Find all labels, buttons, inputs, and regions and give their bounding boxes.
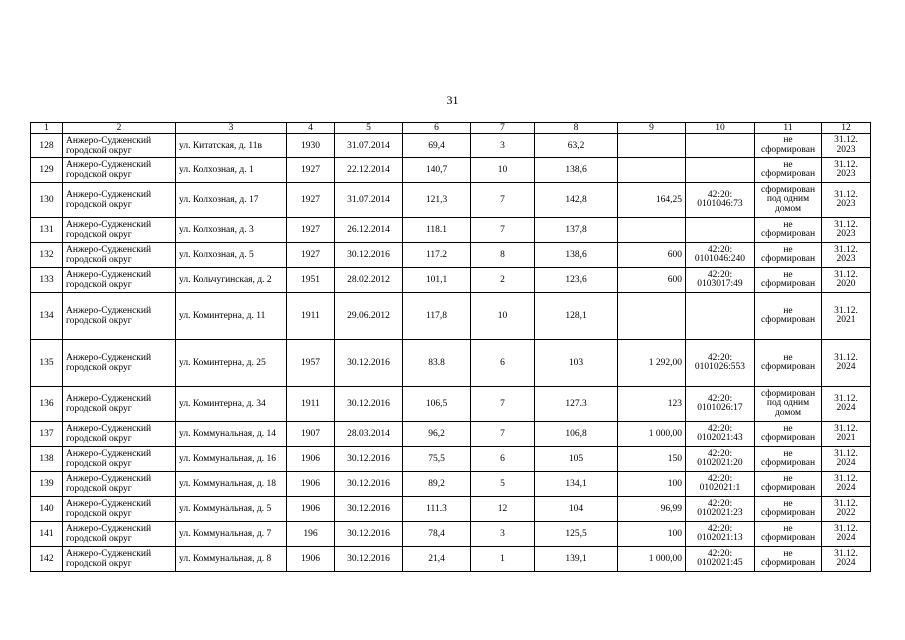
cadastral-number-cell: [686, 134, 755, 158]
municipality-cell: Анжеро-Судженский городской округ: [63, 268, 176, 293]
area2-cell: 125,5: [535, 522, 618, 547]
deadline-cell: 31.12. 2023: [822, 134, 871, 158]
deadline-cell: 31.12. 2024: [822, 522, 871, 547]
status-cell: не сформирован: [755, 268, 822, 293]
cadastral-number-cell: 42:20: 0102021:43: [686, 422, 755, 447]
value-cell: 1 292,00: [618, 340, 686, 387]
cadastral-number-cell: 42:20: 0102021:1: [686, 472, 755, 497]
row-number-cell: 129: [31, 158, 63, 183]
table-row: [31, 158, 871, 183]
address-cell: ул. Коммунальная, д. 18: [176, 472, 287, 497]
column-header: 7: [471, 123, 535, 134]
area2-cell: 106,8: [535, 422, 618, 447]
table-row: [31, 340, 871, 387]
table-row: [31, 183, 871, 218]
count-cell: 6: [471, 447, 535, 472]
value-cell: 600: [618, 243, 686, 268]
row-number-cell: 131: [31, 218, 63, 243]
cadastral-number-cell: [686, 293, 755, 340]
build-year-cell: 1907: [287, 422, 335, 447]
build-year-cell: 1906: [287, 447, 335, 472]
deadline-cell: 31.12. 2020: [822, 268, 871, 293]
table-row: [31, 243, 871, 268]
municipality-cell: Анжеро-Судженский городской округ: [63, 547, 176, 572]
area2-cell: 127.3: [535, 387, 618, 422]
date-cell: 30.12.2016: [335, 387, 403, 422]
area-cell: 140,7: [403, 158, 471, 183]
row-number-cell: 133: [31, 268, 63, 293]
table-row: [31, 447, 871, 472]
row-number-cell: 128: [31, 134, 63, 158]
count-cell: 7: [471, 183, 535, 218]
date-cell: 28.03.2014: [335, 422, 403, 447]
address-cell: ул. Колхозная, д. 3: [176, 218, 287, 243]
date-cell: 31.07.2014: [335, 134, 403, 158]
deadline-cell: 31.12. 2023: [822, 158, 871, 183]
row-number-cell: 142: [31, 547, 63, 572]
area-cell: 121,3: [403, 183, 471, 218]
value-cell: 150: [618, 447, 686, 472]
area2-cell: 134,1: [535, 472, 618, 497]
status-cell: не сформирован: [755, 158, 822, 183]
date-cell: 29.06.2012: [335, 293, 403, 340]
value-cell: 600: [618, 268, 686, 293]
table-body: [31, 134, 871, 572]
column-header: 10: [686, 123, 755, 134]
area-cell: 89,2: [403, 472, 471, 497]
area-cell: 78,4: [403, 522, 471, 547]
cadastral-number-cell: 42:20: 0102021:23: [686, 497, 755, 522]
cadastral-number-cell: [686, 158, 755, 183]
row-number-cell: 141: [31, 522, 63, 547]
row-number-cell: 138: [31, 447, 63, 472]
municipality-cell: Анжеро-Судженский городской округ: [63, 447, 176, 472]
status-cell: не сформирован: [755, 422, 822, 447]
area2-cell: 139,1: [535, 547, 618, 572]
value-cell: 100: [618, 472, 686, 497]
count-cell: 3: [471, 134, 535, 158]
municipality-cell: Анжеро-Судженский городской округ: [63, 472, 176, 497]
address-cell: ул. Колхозная, д. 5: [176, 243, 287, 268]
value-cell: [618, 293, 686, 340]
build-year-cell: 1927: [287, 183, 335, 218]
address-cell: ул. Кольчугинская, д. 2: [176, 268, 287, 293]
municipality-cell: Анжеро-Судженский городской округ: [63, 497, 176, 522]
municipality-cell: Анжеро-Судженский городской округ: [63, 134, 176, 158]
address-cell: ул. Коммунальная, д. 5: [176, 497, 287, 522]
cadastral-number-cell: 42:20: 0101046:73: [686, 183, 755, 218]
address-cell: ул. Колхозная, д. 1: [176, 158, 287, 183]
municipality-cell: Анжеро-Судженский городской округ: [63, 422, 176, 447]
municipality-cell: Анжеро-Судженский городской округ: [63, 522, 176, 547]
row-number-cell: 136: [31, 387, 63, 422]
date-cell: 30.12.2016: [335, 497, 403, 522]
value-cell: [618, 218, 686, 243]
table-row: [31, 218, 871, 243]
date-cell: 30.12.2016: [335, 243, 403, 268]
municipality-cell: Анжеро-Судженский городской округ: [63, 218, 176, 243]
row-number-cell: 134: [31, 293, 63, 340]
table-row: [31, 268, 871, 293]
area-cell: 106,5: [403, 387, 471, 422]
date-cell: 30.12.2016: [335, 522, 403, 547]
deadline-cell: 31.12. 2024: [822, 472, 871, 497]
cadastral-number-cell: 42:20: 0102021:45: [686, 547, 755, 572]
value-cell: 1 000,00: [618, 422, 686, 447]
row-number-cell: 135: [31, 340, 63, 387]
area2-cell: 138,6: [535, 243, 618, 268]
build-year-cell: 1911: [287, 387, 335, 422]
deadline-cell: 31.12. 2022: [822, 497, 871, 522]
address-cell: ул. Коминтерна, д. 34: [176, 387, 287, 422]
area2-cell: 123,6: [535, 268, 618, 293]
date-cell: 30.12.2016: [335, 547, 403, 572]
build-year-cell: 1951: [287, 268, 335, 293]
value-cell: 164,25: [618, 183, 686, 218]
build-year-cell: 1927: [287, 243, 335, 268]
area2-cell: 104: [535, 497, 618, 522]
status-cell: не сформирован: [755, 293, 822, 340]
cadastral-number-cell: 42:20: 0101026:17: [686, 387, 755, 422]
area-cell: 96,2: [403, 422, 471, 447]
table-row: [31, 422, 871, 447]
count-cell: 7: [471, 387, 535, 422]
build-year-cell: 1927: [287, 158, 335, 183]
status-cell: не сформирован: [755, 472, 822, 497]
address-cell: ул. Коммунальная, д. 7: [176, 522, 287, 547]
status-cell: не сформирован: [755, 243, 822, 268]
table-row: [31, 472, 871, 497]
table-row: [31, 522, 871, 547]
cadastral-number-cell: 42:20: 0101046:240: [686, 243, 755, 268]
build-year-cell: 1906: [287, 472, 335, 497]
municipality-cell: Анжеро-Судженский городской округ: [63, 293, 176, 340]
column-header: 12: [822, 123, 871, 134]
deadline-cell: 31.12. 2024: [822, 447, 871, 472]
status-cell: сформирован под одним домом: [755, 183, 822, 218]
build-year-cell: 1927: [287, 218, 335, 243]
date-cell: 30.12.2016: [335, 447, 403, 472]
status-cell: не сформирован: [755, 522, 822, 547]
count-cell: 10: [471, 293, 535, 340]
address-cell: ул. Коминтерна, д. 25: [176, 340, 287, 387]
date-cell: 31.07.2014: [335, 183, 403, 218]
column-header: 1: [31, 123, 63, 134]
build-year-cell: 196: [287, 522, 335, 547]
value-cell: 1 000,00: [618, 547, 686, 572]
area-cell: 21,4: [403, 547, 471, 572]
cadastral-number-cell: [686, 218, 755, 243]
table-row: [31, 387, 871, 422]
area2-cell: 103: [535, 340, 618, 387]
area2-cell: 138,6: [535, 158, 618, 183]
build-year-cell: 1930: [287, 134, 335, 158]
date-cell: 26.12.2014: [335, 218, 403, 243]
build-year-cell: 1906: [287, 547, 335, 572]
municipality-cell: Анжеро-Судженский городской округ: [63, 387, 176, 422]
value-cell: [618, 158, 686, 183]
area-cell: 117.2: [403, 243, 471, 268]
column-header: 4: [287, 123, 335, 134]
date-cell: 30.12.2016: [335, 340, 403, 387]
area-cell: 118.1: [403, 218, 471, 243]
deadline-cell: 31.12. 2024: [822, 387, 871, 422]
build-year-cell: 1957: [287, 340, 335, 387]
status-cell: сформирован под одним домом: [755, 387, 822, 422]
page-number: 31: [446, 93, 459, 107]
build-year-cell: 1906: [287, 497, 335, 522]
area-cell: 111.3: [403, 497, 471, 522]
area2-cell: 128,1: [535, 293, 618, 340]
row-number-cell: 132: [31, 243, 63, 268]
deadline-cell: 31.12. 2023: [822, 183, 871, 218]
area-cell: 69,4: [403, 134, 471, 158]
deadline-cell: 31.12. 2021: [822, 422, 871, 447]
column-header: 5: [335, 123, 403, 134]
row-number-cell: 130: [31, 183, 63, 218]
date-cell: 28.02.2012: [335, 268, 403, 293]
municipality-cell: Анжеро-Судженский городской округ: [63, 340, 176, 387]
row-number-cell: 139: [31, 472, 63, 497]
row-number-cell: 137: [31, 422, 63, 447]
count-cell: 7: [471, 422, 535, 447]
value-cell: 100: [618, 522, 686, 547]
address-cell: ул. Китатская, д. 11в: [176, 134, 287, 158]
status-cell: не сформирован: [755, 447, 822, 472]
value-cell: 123: [618, 387, 686, 422]
area-cell: 117,8: [403, 293, 471, 340]
deadline-cell: 31.12. 2024: [822, 547, 871, 572]
count-cell: 12: [471, 497, 535, 522]
deadline-cell: 31.12. 2021: [822, 293, 871, 340]
status-cell: не сформирован: [755, 547, 822, 572]
deadline-cell: 31.12. 2023: [822, 218, 871, 243]
count-cell: 7: [471, 218, 535, 243]
row-number-cell: 140: [31, 497, 63, 522]
area-cell: 83.8: [403, 340, 471, 387]
table-row: [31, 293, 871, 340]
column-header: 3: [176, 123, 287, 134]
address-cell: ул. Коммунальная, д. 8: [176, 547, 287, 572]
count-cell: 6: [471, 340, 535, 387]
count-cell: 10: [471, 158, 535, 183]
cadastral-number-cell: 42:20: 0101026:553: [686, 340, 755, 387]
count-cell: 1: [471, 547, 535, 572]
count-cell: 8: [471, 243, 535, 268]
status-cell: не сформирован: [755, 497, 822, 522]
area2-cell: 137,8: [535, 218, 618, 243]
municipality-cell: Анжеро-Судженский городской округ: [63, 243, 176, 268]
address-cell: ул. Коммунальная, д. 14: [176, 422, 287, 447]
municipality-cell: Анжеро-Судженский городской округ: [63, 183, 176, 218]
column-header: 8: [535, 123, 618, 134]
count-cell: 5: [471, 472, 535, 497]
status-cell: не сформирован: [755, 134, 822, 158]
status-cell: не сформирован: [755, 340, 822, 387]
housing-registry-table: [30, 122, 871, 572]
column-header: 11: [755, 123, 822, 134]
table-row: [31, 134, 871, 158]
date-cell: 22.12.2014: [335, 158, 403, 183]
value-cell: [618, 134, 686, 158]
column-header: 6: [403, 123, 471, 134]
date-cell: 30.12.2016: [335, 472, 403, 497]
count-cell: 3: [471, 522, 535, 547]
table-row: [31, 547, 871, 572]
cadastral-number-cell: 42:20: 0102021:13: [686, 522, 755, 547]
build-year-cell: 1911: [287, 293, 335, 340]
municipality-cell: Анжеро-Судженский городской округ: [63, 158, 176, 183]
table-row: [31, 497, 871, 522]
area2-cell: 63,2: [535, 134, 618, 158]
status-cell: не сформирован: [755, 218, 822, 243]
address-cell: ул. Коминтерна, д. 11: [176, 293, 287, 340]
address-cell: ул. Колхозная, д. 17: [176, 183, 287, 218]
column-header: 9: [618, 123, 686, 134]
area-cell: 101,1: [403, 268, 471, 293]
cadastral-number-cell: 42:20: 0103017:49: [686, 268, 755, 293]
area-cell: 75,5: [403, 447, 471, 472]
area2-cell: 105: [535, 447, 618, 472]
area2-cell: 142,8: [535, 183, 618, 218]
cadastral-number-cell: 42:20: 0102021:20: [686, 447, 755, 472]
count-cell: 2: [471, 268, 535, 293]
address-cell: ул. Коммунальная, д. 16: [176, 447, 287, 472]
deadline-cell: 31.12. 2023: [822, 243, 871, 268]
column-number-row: [31, 123, 871, 134]
column-header: 2: [63, 123, 176, 134]
value-cell: 96,99: [618, 497, 686, 522]
deadline-cell: 31.12. 2024: [822, 340, 871, 387]
